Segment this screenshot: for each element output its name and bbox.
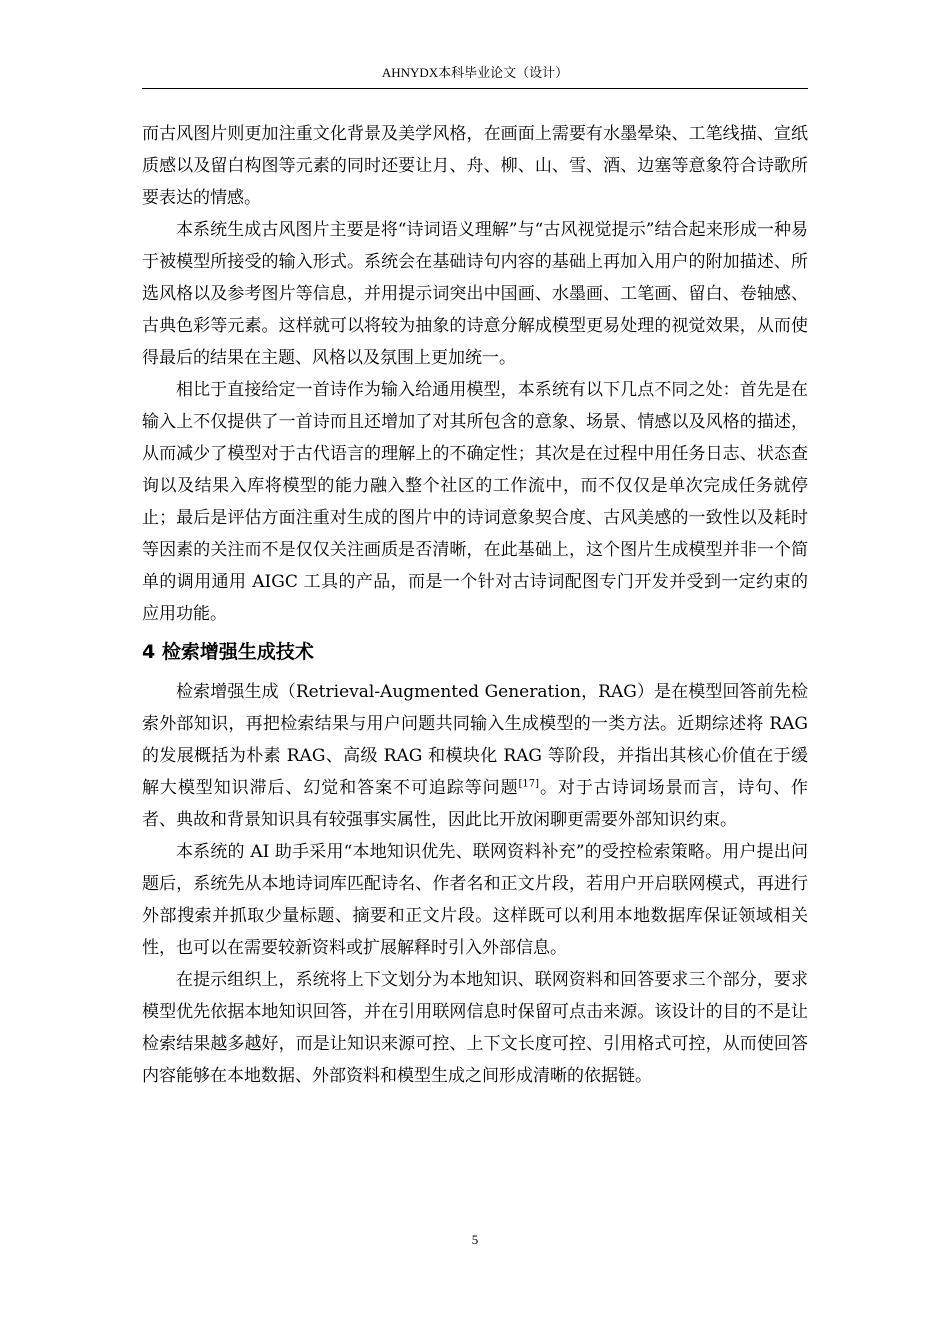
paragraph-text: 检索增强生成（Retrieval-Augmented Generation，RAG）是在模型回答前先检索外部知识，再把检索结果与用户问题共同输入生成模型的一类方法。近期综述将 RAG 的发展概括为朴素 RAG、高级 RAG 和模块化 RAG 等阶段，并指出其核心价值在于缓解大模型知识滞后、幻觉和答案不可追踪等问题 — [142, 682, 808, 798]
paragraph: 本系统的 AI 助手采用“本地知识优先、联网资料补充”的受控检索策略。用户提出问题后，系统先从本地诗词库匹配诗名、作者名和正文片段，若用户开启联网模式，再进行外部搜索并抓取少量标题、摘要和正文片段。这样既可以利用本地数据库保证领域相关性，也可以在需要较新资料或扩展解释时引入外部信息。 — [142, 842, 808, 958]
section-heading: 4 检索增强生成技术 — [142, 641, 314, 663]
paragraph: 相比于直接给定一首诗作为输入给通用模型，本系统有以下几点不同之处：首先是在输入上不仅提供了一首诗而且还增加了对其所包含的意象、场景、情感以及风格的描述，从而减少了模型对于古代语言的理解上的不确定性；其次是在过程中用任务日志、状态查询以及结果入库将模型的能力融入整个社区的工作流中，而不仅仅是单次完成任务就停止；最后是评估方面注重对生成的图片中的诗词意象契合度、古风美感的一致性以及耗时等因素的关注而不是仅仅关注画质是否清晰，在此基础上，这个图片生成模型并非一个简单的调用通用 AIGC 工具的产品，而是一个针对古诗词配图专门开发并受到一定约束的应用功能。 — [142, 380, 808, 624]
running-header: AHNYDX本科毕业论文（设计） — [381, 65, 569, 80]
citation-reference[interactable]: [17] — [518, 778, 540, 790]
page-number: 5 — [471, 1232, 479, 1247]
paragraph-text: 。对于古诗词场景而言，诗句、作者、典故和背景知识具有较强事实属性，因此比开放闲聊更需要外部知识约束。 — [142, 778, 809, 830]
paragraph — [142, 676, 808, 836]
paragraph: 在提示组织上，系统将上下文划分为本地知识、联网资料和回答要求三个部分，要求模型优先依据本地知识回答，并在引用联网信息时保留可点击来源。该设计的目的不是让检索结果越多越好，而是让知识来源可控、上下文长度可控、引用格式可控，从而使回答内容能够在本地数据、外部资料和模型生成之间形成清晰的依据链。 — [142, 970, 808, 1086]
header-rule — [142, 88, 808, 89]
paragraph: 本系统生成古风图片主要是将“诗词语义理解”与“古风视觉提示”结合起来形成一种易于被模型所接受的输入形式。系统会在基础诗句内容的基础上再加入用户的附加描述、所选风格以及参考图片等信息，并用提示词突出中国画、水墨画、工笔画、留白、卷轴感、古典色彩等元素。这样就可以将较为抽象的诗意分解成模型更易处理的视觉效果，从而使得最后的结果在主题、风格以及氛围上更加统一。 — [142, 220, 808, 368]
paragraph-continued: 而古风图片则更加注重文化背景及美学风格，在画面上需要有水墨晕染、工笔线描、宣纸质感以及留白构图等元素的同时还要让月、舟、柳、山、雪、酒、边塞等意象符合诗歌所要表达的情感。 — [142, 124, 808, 208]
body-text — [142, 118, 808, 1092]
